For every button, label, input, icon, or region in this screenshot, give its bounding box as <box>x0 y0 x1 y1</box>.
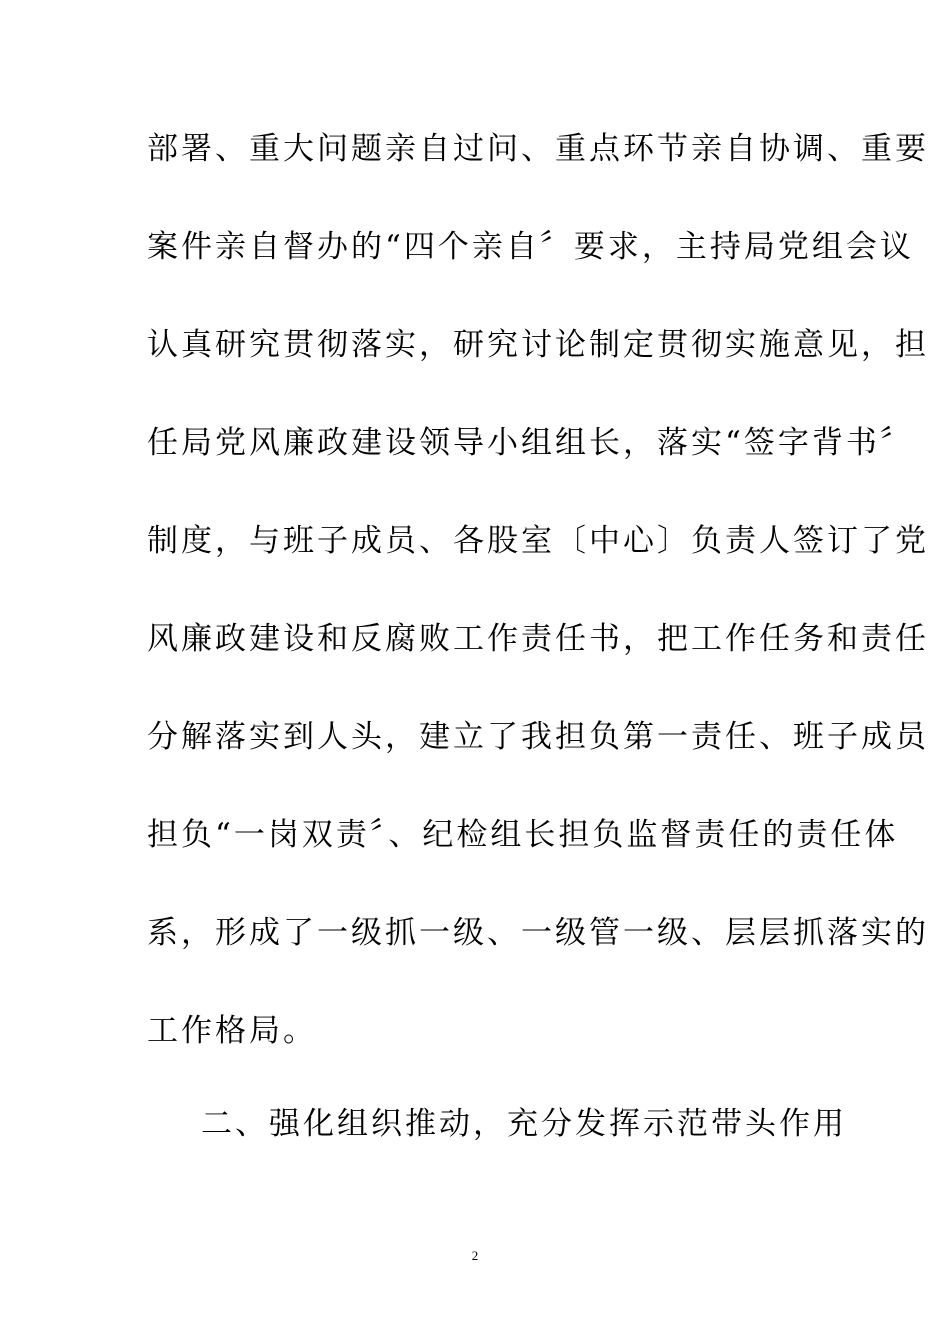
paragraph-line: 案件亲自督办的“四个亲自〞要求，主持局党组会议 <box>147 229 914 265</box>
paragraph-line: 任局党风廉政建设领导小组组长，落实“签字背书〞 <box>147 425 914 461</box>
paragraph-line: 工作格局。 <box>147 1013 317 1049</box>
paragraph-line: 系，形成了一级抓一级、一级管一级、层层抓落实的 <box>147 915 929 951</box>
paragraph-line: 风廉政建设和反腐败工作责任书，把工作任务和责任 <box>147 621 929 657</box>
paragraph-line: 认真研究贯彻落实，研究讨论制定贯彻实施意见，担 <box>147 327 929 363</box>
page-number: 2 <box>471 1248 479 1263</box>
paragraph-line: 部署、重大问题亲自过问、重点环节亲自协调、重要 <box>147 131 929 167</box>
paragraph-line: 制度，与班子成员、各股室〔中心〕负责人签订了党 <box>147 523 929 559</box>
paragraph-line: 分解落实到人头，建立了我担负第一责任、班子成员 <box>147 719 929 755</box>
paragraph-line: 担负“一岗双责〞、纪检组长担负监督责任的责任体 <box>147 817 899 853</box>
section-heading: 二、强化组织推动，充分发挥示范带头作用 <box>201 1106 847 1142</box>
